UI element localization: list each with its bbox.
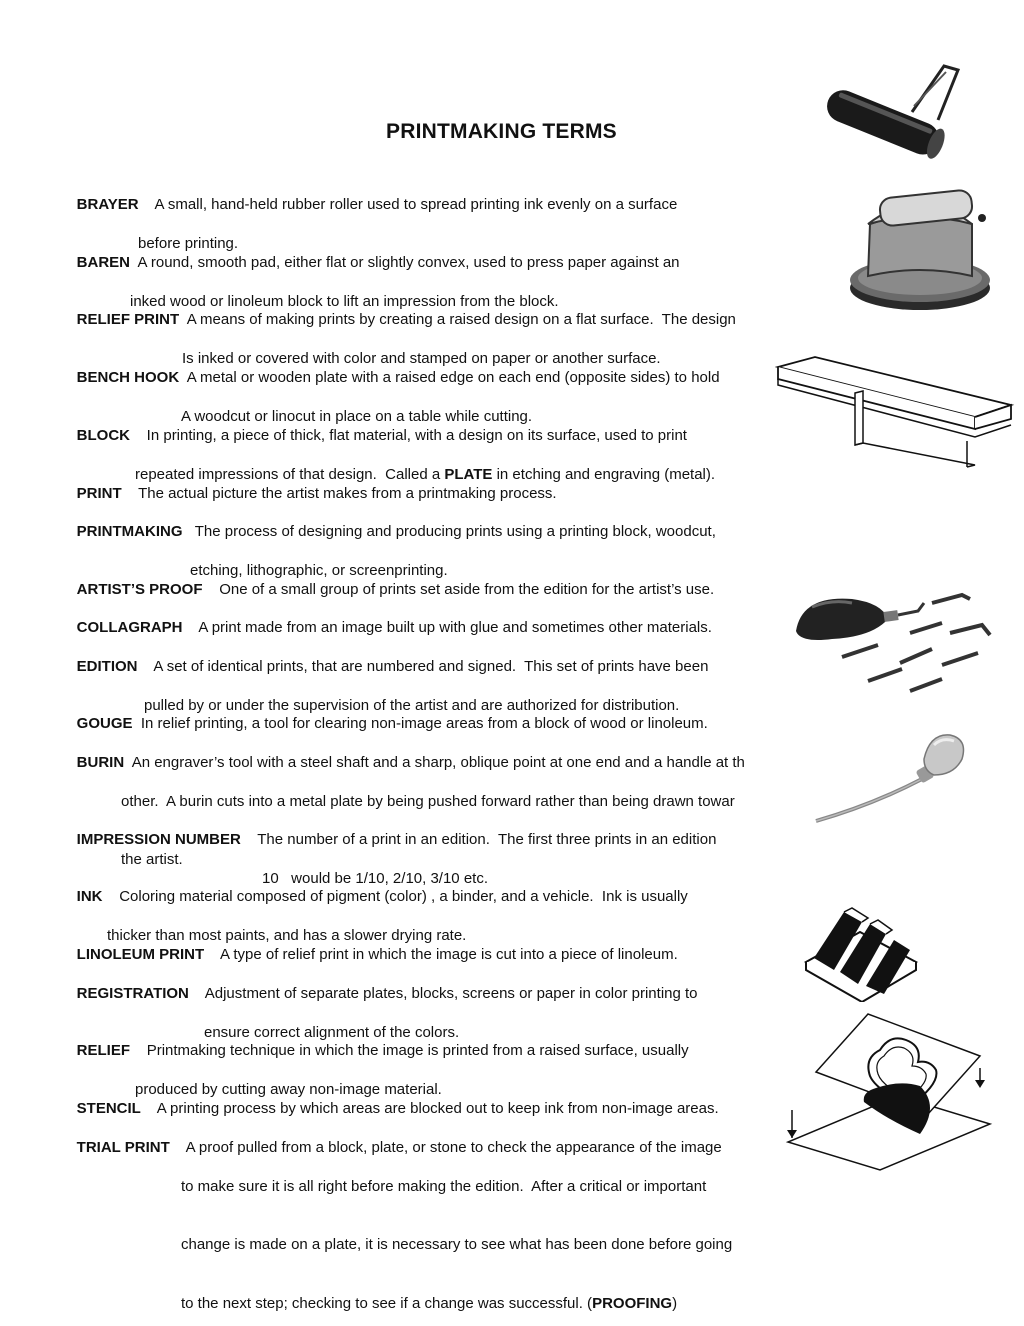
term-name: INK bbox=[76, 887, 103, 905]
term-definition: A printing process by which areas are blocked out to keep ink from non-image areas. bbox=[156, 1099, 719, 1117]
term-name: PRINT bbox=[76, 484, 122, 502]
term-name: GOUGE bbox=[76, 714, 133, 732]
linoleum-block-illustration bbox=[800, 892, 920, 1002]
gouge-set-illustration bbox=[792, 585, 1002, 700]
term-definition: A set of identical prints, that are numbered and signed. This set of prints have been bbox=[153, 657, 709, 675]
bench-hook-illustration bbox=[775, 345, 1015, 470]
term-name: BLOCK bbox=[76, 426, 130, 444]
term-definition: Coloring material composed of pigment (color) , a binder, and a vehicle. Ink is usually bbox=[119, 887, 688, 905]
term-definition: A means of making prints by creating a raised design on a flat surface. The design bbox=[186, 310, 736, 328]
stencil-illustration bbox=[780, 1010, 995, 1185]
term-definition-cont: A woodcut or linocut in place on a table while cutting. bbox=[181, 407, 533, 425]
term-name: LINOLEUM PRINT bbox=[76, 945, 205, 963]
term-definition-cont: before printing. bbox=[138, 234, 239, 252]
term-name: RELIEF bbox=[76, 1041, 131, 1059]
term-definition-cont: pulled by or under the supervision of the artist and are authorized for distribution. bbox=[144, 696, 680, 714]
page-title: PRINTMAKING TERMS bbox=[386, 120, 617, 143]
term-definition: The process of designing and producing prints using a printing block, woodcut, bbox=[194, 522, 716, 540]
term-definition-cont: other. A burin cuts into a metal plate by being pushed forward rather than being drawn towar bbox=[121, 792, 735, 810]
term-definition-cont: 10 would be 1/10, 2/10, 3/10 etc. bbox=[262, 869, 488, 887]
term-name: STENCIL bbox=[76, 1099, 141, 1117]
term-name: REGISTRATION bbox=[76, 984, 189, 1002]
term-definition: The number of a print in an edition. The first three prints in an edition bbox=[257, 830, 717, 848]
term-definition: In printing, a piece of thick, flat material, with a design on its surface, used to print bbox=[146, 426, 687, 444]
baren-illustration bbox=[840, 180, 1000, 320]
brayer-illustration bbox=[812, 60, 972, 164]
term-name: EDITION bbox=[76, 657, 138, 675]
term-name: RELIEF PRINT bbox=[76, 310, 180, 328]
term-definition-cont: to make sure it is all right before making the edition. After a critical or important bbox=[181, 1177, 707, 1195]
term-definition: A print made from an image built up with glue and sometimes other materials. bbox=[198, 618, 712, 636]
term-name: BRAYER bbox=[76, 195, 139, 213]
term-definition: A small, hand-held rubber roller used to spread printing ink evenly on a surface bbox=[154, 195, 678, 213]
term-definition: Printmaking technique in which the image is printed from a raised surface, usually bbox=[146, 1041, 689, 1059]
plate-keyword: PLATE bbox=[444, 465, 493, 483]
term-definition: An engraver’s tool with a steel shaft and a sharp, oblique point at one end and a handle at th bbox=[131, 753, 745, 771]
term-definition-cont: produced by cutting away non-image material. bbox=[135, 1080, 442, 1098]
term-definition-cont: thicker than most paints, and has a slower drying rate. bbox=[107, 926, 467, 944]
term-definition-cont: to the next step; checking to see if a change was successful. (PROOFING) bbox=[181, 1294, 678, 1312]
term-definition: A proof pulled from a block, plate, or stone to check the appearance of the image bbox=[185, 1138, 722, 1156]
term-entry-trial-print bbox=[60, 1118, 732, 1326]
term-name: ARTIST’S PROOF bbox=[76, 580, 203, 598]
term-definition: Adjustment of separate plates, blocks, screens or paper in color printing to bbox=[204, 984, 698, 1002]
burin-illustration bbox=[812, 725, 987, 835]
term-name: BAREN bbox=[76, 253, 131, 271]
term-name: PRINTMAKING bbox=[76, 522, 183, 540]
term-definition-cont: the artist. bbox=[121, 851, 183, 868]
term-definition-cont: ensure correct alignment of the colors. bbox=[204, 1023, 460, 1041]
term-name: BURIN bbox=[76, 753, 125, 771]
term-name: TRIAL PRINT bbox=[76, 1138, 170, 1156]
term-name: BENCH HOOK bbox=[76, 368, 180, 386]
term-name: IMPRESSION NUMBER bbox=[76, 830, 241, 848]
term-definition-cont: change is made on a plate, it is necessary to see what has been done before going bbox=[181, 1236, 733, 1253]
term-definition: In relief printing, a tool for clearing non-image areas from a block of wood or linoleum. bbox=[140, 714, 708, 732]
term-definition-cont: etching, lithographic, or screenprinting. bbox=[190, 561, 448, 579]
term-name: COLLAGRAPH bbox=[76, 618, 183, 636]
term-definition: The actual picture the artist makes from a printmaking process. bbox=[138, 484, 557, 502]
term-definition: A type of relief print in which the image is cut into a piece of linoleum. bbox=[220, 945, 678, 963]
term-definition: One of a small group of prints set aside from the edition for the artist’s use. bbox=[219, 580, 715, 598]
term-definition: A metal or wooden plate with a raised edge on each end (opposite sides) to hold bbox=[186, 368, 720, 386]
proofing-keyword: PROOFING bbox=[592, 1294, 673, 1312]
term-definition-cont: Is inked or covered with color and stamped on paper or another surface. bbox=[182, 349, 661, 367]
term-definition-cont: inked wood or linoleum block to lift an impression from the block. bbox=[130, 292, 559, 310]
term-definition: A round, smooth pad, either flat or slightly convex, used to press paper against an bbox=[137, 253, 680, 271]
term-definition-cont: repeated impressions of that design. Called a PLATE in etching and engraving (metal). bbox=[135, 465, 716, 483]
